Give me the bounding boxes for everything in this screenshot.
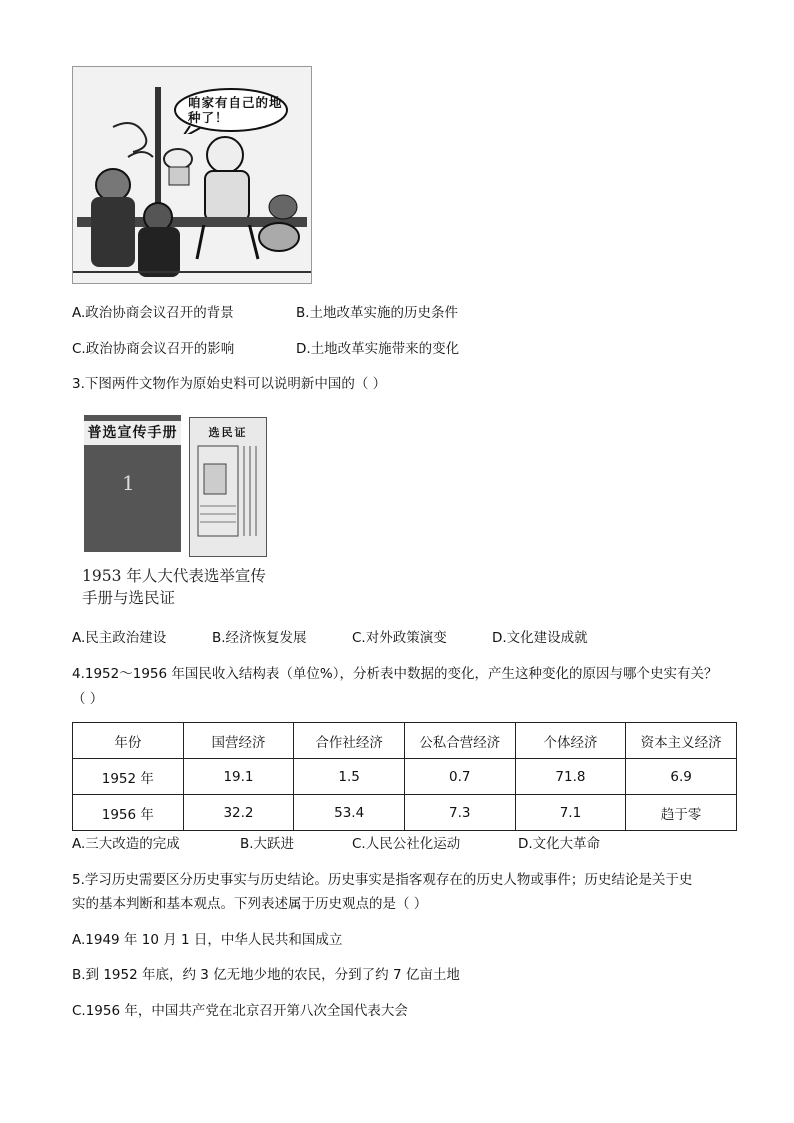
q4-stem-line2: （ ） [72,691,104,707]
voter-card-detail [190,436,266,556]
table-cell: 0.7 [404,759,515,795]
q4-option-a: A.三大改造的完成 [72,836,180,852]
q2-option-a: A.政治协商会议召开的背景 [72,305,234,321]
table-cell: 71.8 [515,759,626,795]
table-cell: 1952 年 [73,759,184,795]
q5-stem-line2: 实的基本判断和基本观点。下列表述属于历史观点的是（ ） [72,896,428,912]
table-cell: 1956 年 [73,795,184,831]
q5-option-c: C.1956 年，中国共产党在北京召开第八次全国代表大会 [72,1003,408,1019]
table-cell: 趋于零 [626,795,737,831]
q2-option-c: C.政治协商会议召开的影响 [72,341,235,357]
table-header-cell: 公私合营经济 [404,723,515,759]
table-cell: 7.1 [515,795,626,831]
table-header-cell: 年份 [73,723,184,759]
table-cell: 1.5 [294,759,405,795]
table-header-cell: 国营经济 [183,723,294,759]
table-row [73,759,737,795]
artifact-caption-line2: 手册与选民证 [82,589,176,607]
table-cell: 32.2 [183,795,294,831]
q4-option-c: C.人民公社化运动 [352,836,461,852]
q4-option-b: B.大跃进 [240,836,295,852]
q5-stem-line1: 5.学习历史需要区分历史事实与历史结论。历史事实是指客观存在的历史人物或事件；历史结论是关于史 [72,872,693,888]
table-row [73,795,737,831]
handbook-number: 1 [122,471,135,495]
q5-option-a: A.1949 年 10 月 1 日，中华人民共和国成立 [72,932,343,948]
q3-stem: 3.下图两件文物作为原始史料可以说明新中国的（ ） [72,376,387,392]
table-cell: 7.3 [404,795,515,831]
table-cell: 6.9 [626,759,737,795]
q3-option-b: B.经济恢复发展 [212,630,307,646]
q3-option-c: C.对外政策演变 [352,630,447,646]
handbook-title: 普选宣传手册 [84,421,181,445]
q4-stem-line1: 4.1952～1956 年国民收入结构表（单位%），分析表中数据的变化，产生这种变化的原因与哪个史实有关？ [72,666,718,682]
q2-option-d: D.土地改革实施带来的变化 [296,341,460,357]
income-structure-table [72,722,737,831]
q5-option-b: B.到 1952 年底，约 3 亿无地少地的农民，分到了约 7 亿亩土地 [72,967,460,983]
speech-text: 咱家有自己的地种了！ [188,95,283,125]
table-header-row [73,723,737,759]
table-cell: 53.4 [294,795,405,831]
q3-option-d: D.文化建设成就 [492,630,588,646]
q3-option-a: A.民主政治建设 [72,630,167,646]
table-header-cell: 资本主义经济 [626,723,737,759]
table-header-cell: 合作社经济 [294,723,405,759]
table-cell: 19.1 [183,759,294,795]
voter-card-image [189,417,267,557]
artifact-caption [82,565,282,609]
voter-card-title: 选民证 [208,426,248,439]
q2-option-b: B.土地改革实施的历史条件 [296,305,459,321]
election-handbook-image [84,415,181,552]
artifact-caption-line1: 1953 年人大代表选举宣传 [82,567,266,585]
q4-option-d: D.文化大革命 [518,836,601,852]
table-header-cell: 个体经济 [515,723,626,759]
